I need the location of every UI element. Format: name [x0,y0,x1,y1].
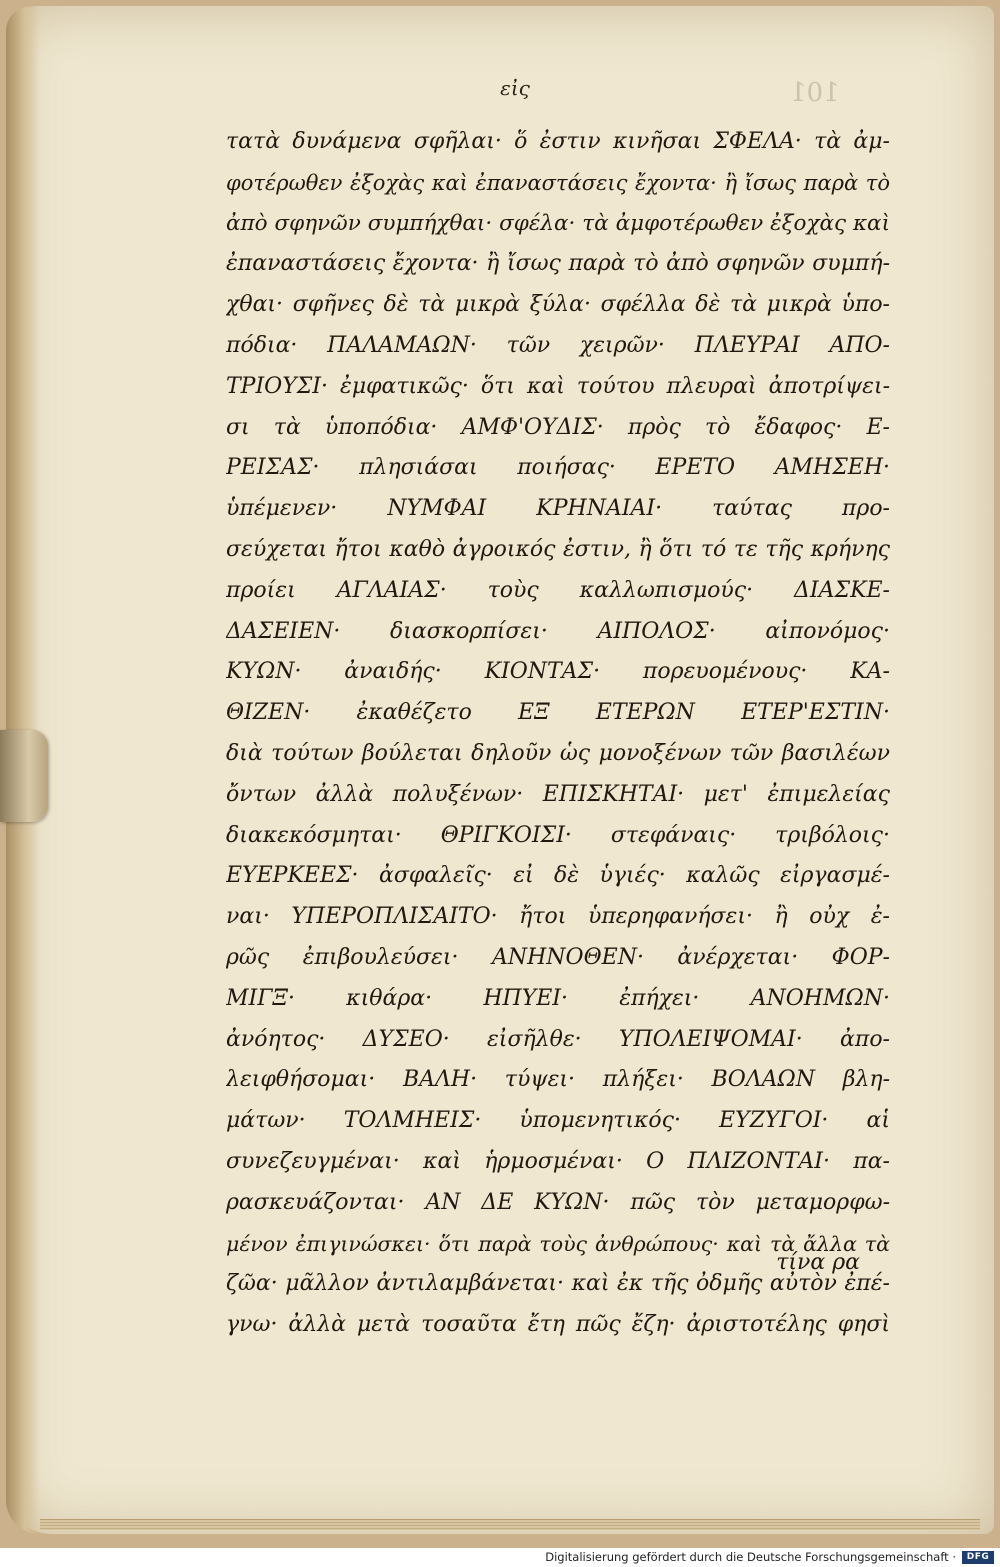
text-line: ΘΙΖΕΝ· ἐκαθέζετο ΕΞ ΕΤΕΡΩΝ ΕΤΕΡ'ΕΣΤΙΝ· [226,700,890,726]
text-line: συνεζευγμέναι· καὶ ἡρμοσμέναι· Ο ΠΛΙΖΟΝΤΑΙ· πα- [226,1148,890,1174]
text-line: ρασκευάζονται· ΑΝ ΔΕ ΚΥΩΝ· πῶς τὸν μεταμορφω- [226,1189,890,1215]
running-head: εἰς [500,76,530,100]
text-line: λειφθήσομαι· ΒΑΛΗ· τύψει· πλήξει· ΒΟΛΑΩΝ βλη- [226,1067,890,1093]
text-line: προίει ΑΓΛΑΙΑΣ· τοὺς καλλωπισμούς· ΔΙΑΣΚΕ- [226,577,890,603]
catchword: τίνα ρα [776,1250,860,1275]
text-line: ναι· ΥΠΕΡΟΠΛΙΣΑΙΤΟ· ἤτοι ὑπερηφανήσει· ἢ οὐχ ἐ- [226,904,890,930]
text-line: φοτέρωθεν ἐξοχὰς καὶ ἐπαναστάσεις ἔχοντα· ἢ ἴσως παρὰ τὸ [226,170,890,195]
text-line: χθαι· σφῆνες δὲ τὰ μικρὰ ξύλα· σφέλλα δὲ τὰ μικρὰ ὑπο- [226,292,890,318]
bleed-through-page-number: 101 [790,78,840,108]
text-line: ὄντων ἀλλὰ πολυξένων· ΕΠΙΣΚΗΤΑΙ· μετ' ἐπιμελείας [226,781,890,807]
text-line: ΚΥΩΝ· ἀναιδής· ΚΙΟΝΤΑΣ· πορευομένους· ΚΑ- [226,659,890,685]
text-line: πόδια· ΠΑΛΑΜΑΩΝ· τῶν χειρῶν· ΠΛΕΥΡΑΙ ΑΠΟ- [226,332,890,358]
text-line: γνω· ἀλλὰ μετὰ τοσαῦτα ἔτη πῶς ἔζη· ἀριστοτέλης φησὶ [226,1312,890,1338]
text-line: σεύχεται ἤτοι καθὸ ἀγροικός ἐστιν, ἢ ὅτι τό τε τῆς κρήνης [226,536,890,562]
text-line: μάτων· ΤΟΛΜΗΕΙΣ· ὑπομενητικός· ΕΥΖΥΓΟΙ· αἱ [226,1108,890,1134]
text-line: ἀπὸ σφηνῶν συμπήχθαι· σφέλα· τὰ ἀμφοτέρωθεν ἐξοχὰς καὶ [226,210,890,236]
text-line: ἐπαναστάσεις ἔχοντα· ἢ ἴσως παρὰ τὸ ἀπὸ σφηνῶν συμπή- [226,251,890,277]
text-line: ΡΕΙΣΑΣ· πλησιάσαι ποιήσας· ΕΡΕΤΟ ΑΜΗΣΕΗ· [226,455,890,481]
text-line: ρῶς ἐπιβουλεύσει· ΑΝΗΝΟΘΕΝ· ἀνέρχεται· ΦΟΡ- [226,944,890,970]
text-line: ὑπέμενεν· ΝΥΜΦΑΙ ΚΡΗΝΑΙΑΙ· ταύτας προ- [226,496,890,522]
text-line: ΕΥΕΡΚΕΕΣ· ἀσφαλεῖς· εἰ δὲ ὑγιές· καλῶς εἰργασμέ- [226,863,890,889]
footer-credit: Digitalisierung gefördert durch die Deutsche Forschungsgemeinschaft · [545,1550,956,1564]
footer-bar [0,1548,1000,1567]
text-line: τατὰ δυνάμενα σφῆλαι· ὅ ἐστιν κινῆσαι ΣΦΕΛΑ· τὰ ἀμ- [226,129,890,154]
text-line: σι τὰ ὑποπόδια· ΑΜΦ'ΟΥΔΙΣ· πρὸς τὸ ἔδαφος· Ε- [226,414,890,440]
text-line: ζῶα· μᾶλλον ἀντιλαμβάνεται· καὶ ἐκ τῆς ὀδμῆς αὐτὸν ἐπέ- [226,1271,890,1297]
text-line: μένον ἐπιγινώσκει· ὅτι παρὰ τοὺς ἀνθρώπους· καὶ τὰ ἄλλα τὰ [226,1231,890,1256]
page-edges [40,1519,980,1530]
text-line: ΔΑΣΕΙΕΝ· διασκορπίσει· ΑΙΠΟΛΟΣ· αἰπονόμος· [226,618,890,644]
text-line: ΤΡΙΟΥΣΙ· ἐμφατικῶς· ὅτι καὶ τούτου πλευραὶ ἀποτρίψει- [226,373,890,399]
text-line: ΜΙΓΞ· κιθάρα· ΗΠΥΕΙ· ἐπήχει· ΑΝΟΗΜΩΝ· [226,985,890,1011]
text-block [226,122,890,1346]
page-clip [0,730,48,822]
text-line: ἀνόητος· ΔΥΣΕΟ· εἰσῆλθε· ΥΠΟΛΕΙΨΟΜΑΙ· ἀπο- [226,1026,890,1052]
dfg-logo: DFG [962,1551,994,1564]
text-line: διὰ τούτων βούλεται δηλοῦν ὡς μονοξένων τῶν βασιλέων [226,740,890,766]
text-line: διακεκόσμηται· ΘΡΙΓΚΟΙΣΙ· στεφάναις· τριβόλοις· [226,822,890,848]
